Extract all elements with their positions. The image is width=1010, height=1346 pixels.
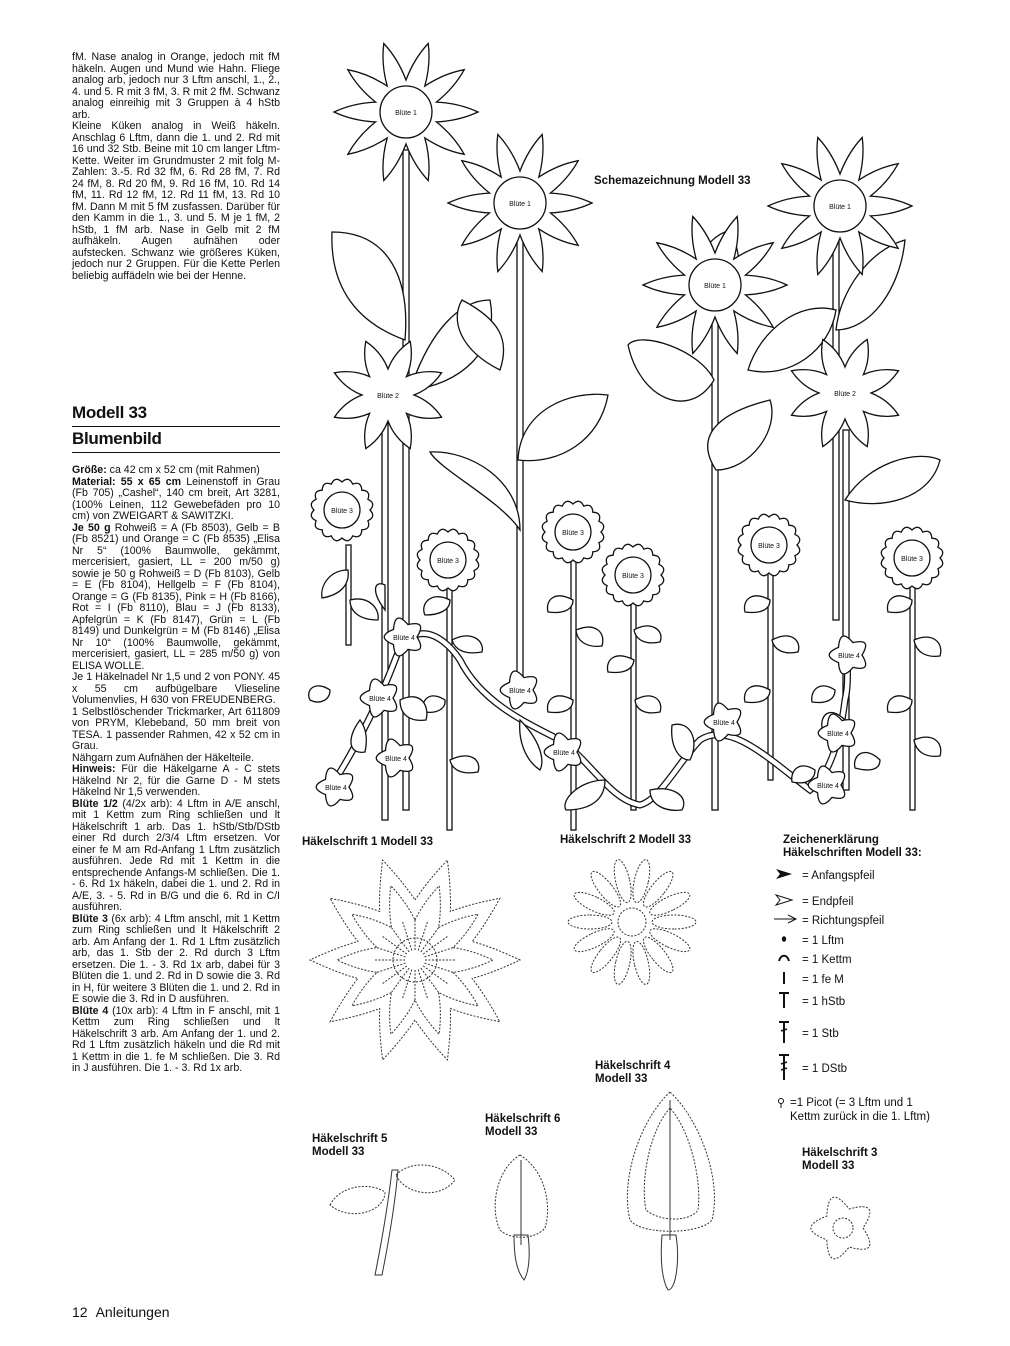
instruction-label: Größe: (72, 464, 107, 476)
crochet-chart-3 (811, 1197, 870, 1259)
chart-stitch (423, 936, 447, 954)
legend-row: = 1 DStb (774, 1053, 847, 1084)
picot-line-1: =1 Picot (= 3 Lftm und 1 (790, 1097, 913, 1109)
direction-arrow-icon (774, 913, 802, 928)
bloom-1-flowers (334, 44, 912, 354)
instruction-label: Hinweis: (72, 763, 116, 775)
page-number: 12 (72, 1304, 88, 1320)
chart-5-title-line1: Häkelschrift 5 (312, 1133, 388, 1145)
chart-4-title (595, 1060, 670, 1086)
legend-row: = 1 Lftm (774, 933, 844, 948)
chart-6-title (485, 1113, 560, 1139)
chart-2-petal (652, 915, 696, 929)
instruction-text: Leinenstoff in Grau (Fb 705) „Cashel“, 140 cm breit, Art 3281, (100% Leinen, 112 Gewebefäden pro 10 cm) von ZWEIGART & SAWITZKI. (72, 475, 280, 522)
bloom-label: Blüte 3 (331, 508, 353, 515)
bloom-label: Blüte 2 (834, 391, 856, 398)
chart-stitch (377, 963, 406, 972)
bloom-label: Blüte 1 (395, 110, 417, 117)
bloom-label: Blüte 4 (713, 720, 735, 727)
chart-2-petal (639, 868, 677, 911)
bloom-label: Blüte 4 (393, 635, 415, 642)
intro-paragraph-1: fM. Nase analog in Orange, jedoch mit fM häkeln. Augen und Mund wie Hahn. Fliege analog arb, jedoch nur 3 Lftm anschl, 1., 2., 4. und 5. R mit 3 fM, 3. R mit 2 fM. Schwanz analog einreihig mit 3 Gruppen à 4 hStb arb. (72, 51, 280, 121)
picot-icon (776, 1097, 786, 1109)
chart-2-petal (611, 858, 634, 904)
bloom-label: Blüte 4 (385, 756, 407, 763)
instruction-label: Blüte 1/2 (72, 797, 118, 810)
bloom-label: Blüte 1 (509, 201, 531, 208)
chart-3-outline (811, 1197, 870, 1259)
chart-4-title-line2: Modell 33 (595, 1073, 648, 1085)
chart-2-petal (630, 858, 653, 904)
instruction-text: ca 42 cm x 52 cm (mit Rahmen) (106, 464, 260, 476)
double-crochet-icon (774, 1020, 802, 1047)
instruction-text: Nähgarn zum Aufnähen der Häkelteile. (72, 751, 254, 764)
bloom-2-flowers (334, 339, 898, 448)
chart-1-outer (310, 860, 520, 1060)
chain-stitch-icon (774, 933, 802, 948)
bloom-label: Blüte 3 (901, 556, 923, 563)
instruction-label: Blüte 3 (72, 912, 108, 925)
instruction-text: (6x arb): 4 Lftm anschl, mit 1 Kettm zum Ring schließen und lt Häkelschrift 2 arb. Am Anfang der 1. Rd 1 Lftm zusätzlich arb, das 1. Stb der 2. Rd durch 3 Lftm ersetzen. Die 1. - 3. Rd 1x arb, dabei für 3 Blüten die 1. und 2. Rd in D sowie die 3. Rd in H, für weitere 3 Blüten die 1. und 2. Rd in E sowie die 3. Rd in D ausführen. (72, 912, 280, 1005)
half-double-icon (774, 991, 802, 1012)
chart-stitch (391, 928, 409, 952)
single-crochet-icon (774, 971, 802, 988)
legend-row: = Richtungspfeil (774, 913, 884, 928)
schema-title: Schemazeichnung Modell 33 (594, 175, 751, 187)
chart-stitch (418, 970, 427, 999)
crochet-chart-4 (627, 1092, 714, 1290)
chart-stitch (421, 928, 439, 952)
bloom-label: Blüte 4 (325, 785, 347, 792)
chart-5-title (312, 1133, 387, 1159)
chart-2-petal (587, 868, 625, 911)
bloom-label: Blüte 2 (377, 393, 399, 400)
footer-section: Anleitungen (95, 1304, 170, 1320)
chart-3-title (802, 1147, 877, 1173)
bloom-label: Blüte 4 (369, 696, 391, 703)
instruction-label: Blüte 4 (72, 1004, 109, 1017)
bloom-label: Blüte 4 (838, 653, 860, 660)
chart-3-title-line1: Häkelschrift 3 (802, 1147, 878, 1159)
model-heading: Modell 33 (72, 403, 147, 422)
instruction-text: Rohweiß = A (Fb 8503), Gelb = B (Fb 8521) und Orange = C (Fb 8535) „Elisa Nr 5“ (100% Baumwolle, gekämmt, mercerisiert, gasiert, LL = 200 m/50 g) sowie je 50 g Rohweiß = D (Fb 8103), Gelb = E (Fb 8104), Hellgelb = F (Fb 8104), Orange = G (Fb 8135), Pink = H (Fb 8166), Rot = I (Fb 8110), Blau = J (Fb 8133), Apfelgrün = K (Fb 8147), Grün = L (Fb 8149) und Dunkelgrün = M (Fb 8146) „Elisa Nr 10“ (100% Baumwolle, gekämmt, mercerisiert, gasiert, LL = 285 m/50 g) von ELISA WOLLE. (72, 521, 280, 672)
picot-legend (790, 1096, 930, 1124)
chart-6-title-line1: Häkelschrift 6 (485, 1113, 561, 1125)
chart-3-title-line2: Modell 33 (802, 1160, 855, 1172)
chart-5-title-line2: Modell 33 (312, 1146, 365, 1158)
bloom-label: Blüte 3 (437, 558, 459, 565)
chart-2-petal (611, 940, 634, 986)
bloom-label: Blüte 4 (817, 783, 839, 790)
bloom-label: Blüte 3 (758, 543, 780, 550)
legend-row: = 1 hStb (774, 991, 845, 1012)
picot-line-2: Kettm zurück in die 1. Lftm) (790, 1111, 930, 1123)
legend-row: = Anfangspfeil (774, 868, 875, 883)
bloom-label: Blüte 4 (827, 731, 849, 738)
instruction-label: Material: 55 x 65 cm (72, 475, 182, 488)
legend-row: = 1 Kettm (774, 952, 852, 967)
legend-row: = 1 fe M (774, 971, 844, 988)
end-arrow-icon (774, 894, 802, 909)
legend-title-line1: Zeichenerklärung (783, 834, 879, 846)
chart-2-center (618, 908, 646, 936)
chart-stitch (418, 922, 427, 951)
intro-paragraph-2: Kleine Küken analog in Weiß häkeln. Anschlag 6 Lftm, dann die 1. und 2. Rd mit 16 und 32 Stb. Beine mit 10 cm langer Lftm-Kette. Weiter im Grundmuster 2 mit folg M-Zahlen: 3.-5. Rd 32 fM, 6. Rd 28 fM, 7. Rd 24 fM, 8. Rd 20 fM, 9. Rd 16 fM, 10. Rd 14 fM, 11. Rd 12 fM, 12. Rd 11 fM, 13. Rd 10 fM. Dann M mit 5 fM zusfassen. Darüber für den Kamm in die 1., 3. und 5. M je 1 fM, 2 hStb, 1 fM arb. Nase in Gelb mit 2 fM aufhäkeln. Augen aufnähen oder aufstecken. Schwanz wie größeres Küken, jedoch nur 2 Gruppen. Für die Kette Perlen beliebig auffädeln wie bei der Henne. (72, 120, 280, 282)
instruction-text: (10x arb): 4 Lftm in F anschl, mit 1 Kettm zum Ring schließen und lt Häkelschrift 3 arb. Am Anfang der 1. und 2. Rd 1 Lftm zusätzlich häkeln und die Rd mit 1 Kettm in die 1. fe M schließen. Die 3. Rd in J ausführen. Die 1. - 3. Rd 1x arb. (72, 1004, 281, 1074)
instruction-text: Je 1 Häkelnadel Nr 1,5 und 2 von PONY. 45 x 55 cm aufbügelbare Vlieseline Volumenvlies, H 630 von FREUDENBERG. (72, 671, 280, 706)
instruction-text: 1 Selbstlöschender Trickmarker, Art 611809 von PRYM, Klebeband, 50 mm breit von TESA. 1 passender Rahmen, 42 x 52 cm in Grau. (72, 705, 280, 752)
bloom-label: Blüte 4 (553, 750, 575, 757)
chart-1-middle (337, 886, 493, 1034)
instruction-text: (4/2x arb): 4 Lftm in A/E anschl, mit 1 Kettm zum Ring schließen und lt Häkelschrift 1 arb. Das 1. hStb/Stb/DStb einer Rd durch 2/3/4 Lftm ersetzen. Vor einer fe M am Rd-Anfang 1 Lftm zusätzlich ausführen. Jede Rd mit 1 Kettm in die entsprechende Anfangs-M schließen. Die 1. - 6. Rd 1x häkeln, dabei die 1. und 2. Rd in A/E, 3. - 5. Rd in B/G und die 6. Rd in C/I ausführen. (72, 797, 281, 913)
bloom-label: Blüte 1 (704, 283, 726, 290)
chart-2-petal (630, 940, 653, 986)
legend-row: = Endpfeil (774, 894, 853, 909)
chart-stitch (403, 970, 412, 999)
start-arrow-icon (774, 868, 802, 883)
chart-3-center (833, 1218, 853, 1238)
model-subheading: Blumenbild (72, 429, 162, 448)
crochet-chart-5 (330, 1165, 455, 1275)
legend-title (783, 834, 922, 860)
legend-row: = 1 Stb (774, 1020, 839, 1047)
crochet-chart-2 (568, 858, 696, 986)
bloom-label: Blüte 3 (562, 530, 584, 537)
bloom-label: Blüte 3 (622, 573, 644, 580)
chart-2-title: Häkelschrift 2 Modell 33 (560, 834, 692, 846)
chart-6-title-line2: Modell 33 (485, 1126, 538, 1138)
legend-title-line2: Häkelschriften Modell 33: (783, 847, 922, 859)
chart-4-title-line1: Häkelschrift 4 (595, 1060, 671, 1072)
bloom-label: Blüte 1 (829, 204, 851, 211)
chart-stitch (425, 963, 454, 972)
slip-stitch-icon (774, 952, 802, 967)
crochet-chart-6 (495, 1155, 547, 1280)
chart-stitch (425, 948, 454, 957)
crochet-chart-1 (310, 860, 520, 1060)
chart-1-title: Häkelschrift 1 Modell 33 (302, 836, 434, 848)
treble-crochet-icon (774, 1053, 802, 1084)
chart-stitch (377, 948, 406, 957)
chart-stitch (403, 922, 412, 951)
chart-2-petal (639, 933, 677, 976)
chart-2-petal (587, 933, 625, 976)
instruction-text: Für die Häkelgarne A - C stets Häkelnd Nr 2, für die Garne D - M stets Häkelnd Nr 1,5 verwenden. (72, 763, 280, 798)
chart-2-petal (568, 915, 612, 929)
bloom-label: Blüte 4 (509, 688, 531, 695)
instruction-label: Je 50 g (72, 521, 111, 534)
